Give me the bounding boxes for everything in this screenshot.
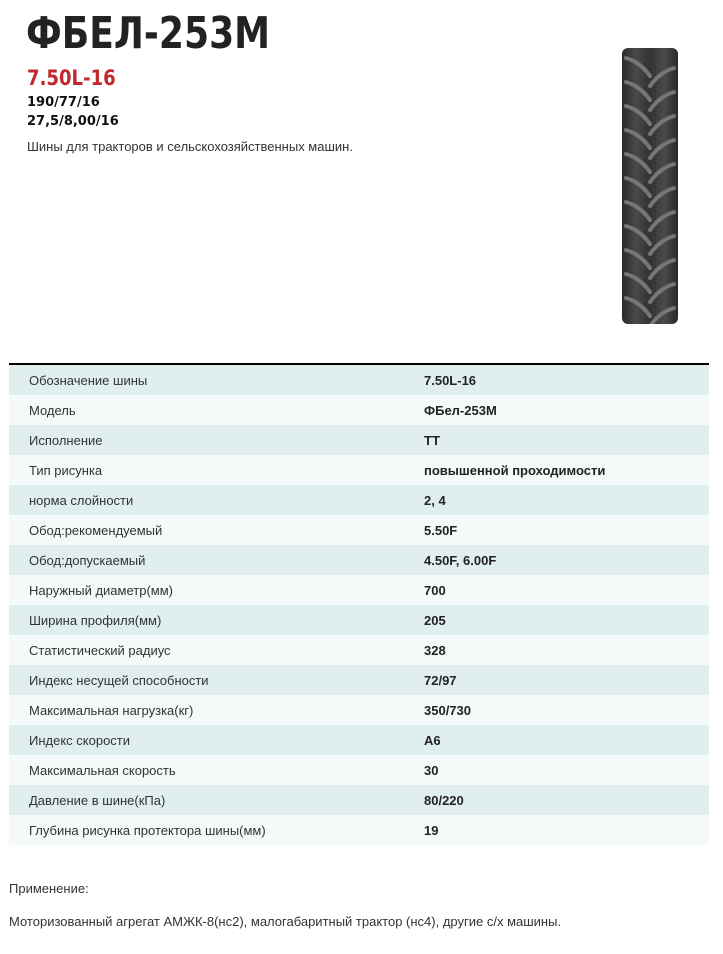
tire-size-alt-1: 190/77/16 [27, 95, 100, 110]
spec-value: 4.50F, 6.00F [424, 545, 709, 575]
spec-key: Тип рисунка [9, 455, 424, 485]
spec-row [9, 364, 709, 395]
spec-row [9, 485, 709, 515]
spec-value: 350/730 [424, 695, 709, 725]
spec-value: ФБел-253М [424, 395, 709, 425]
tire-icon [622, 48, 678, 324]
tire-size-main: 7.50L-16 [27, 66, 116, 90]
spec-value: 700 [424, 575, 709, 605]
spec-key: Обод:рекомендуемый [9, 515, 424, 545]
spec-key: Глубина рисунка протектора шины(мм) [9, 815, 424, 845]
spec-key: Индекс скорости [9, 725, 424, 755]
spec-key: Давление в шине(кПа) [9, 785, 424, 815]
spec-key: Наружный диаметр(мм) [9, 575, 424, 605]
spec-row [9, 575, 709, 605]
application-text: Моторизованный агрегат АМЖК-8(нс2), малогабаритный трактор (нс4), другие с/х машины. [9, 914, 562, 929]
application-label: Применение: [9, 881, 89, 896]
spec-value: 30 [424, 755, 709, 785]
spec-row [9, 455, 709, 485]
spec-value: 5.50F [424, 515, 709, 545]
specs-table [9, 363, 709, 845]
spec-value: 80/220 [424, 785, 709, 815]
spec-row [9, 815, 709, 845]
spec-key: норма слойности [9, 485, 424, 515]
spec-row [9, 785, 709, 815]
spec-value: 2, 4 [424, 485, 709, 515]
spec-row [9, 665, 709, 695]
spec-value: 19 [424, 815, 709, 845]
spec-value: 205 [424, 605, 709, 635]
spec-key: Максимальная нагрузка(кг) [9, 695, 424, 725]
spec-value: 72/97 [424, 665, 709, 695]
product-description: Шины для тракторов и сельскохозяйственных машин. [27, 139, 353, 154]
spec-value: TT [424, 425, 709, 455]
spec-key: Обод:допускаемый [9, 545, 424, 575]
spec-value: повышенной проходимости [424, 455, 709, 485]
spec-row [9, 515, 709, 545]
spec-row [9, 695, 709, 725]
spec-row [9, 425, 709, 455]
spec-key: Ширина профиля(мм) [9, 605, 424, 635]
tire-size-alt-2: 27,5/8,00/16 [27, 114, 119, 129]
spec-value: 328 [424, 635, 709, 665]
spec-row [9, 725, 709, 755]
tire-image [622, 48, 678, 324]
spec-row [9, 755, 709, 785]
spec-key: Обозначение шины [9, 364, 424, 395]
spec-row [9, 635, 709, 665]
spec-value: A6 [424, 725, 709, 755]
spec-key: Модель [9, 395, 424, 425]
spec-row [9, 395, 709, 425]
spec-key: Индекс несущей способности [9, 665, 424, 695]
spec-row [9, 545, 709, 575]
spec-value: 7.50L-16 [424, 364, 709, 395]
page-title: ФБЕЛ-253М [26, 8, 271, 59]
spec-row [9, 605, 709, 635]
spec-key: Статистический радиус [9, 635, 424, 665]
spec-key: Максимальная скорость [9, 755, 424, 785]
spec-key: Исполнение [9, 425, 424, 455]
